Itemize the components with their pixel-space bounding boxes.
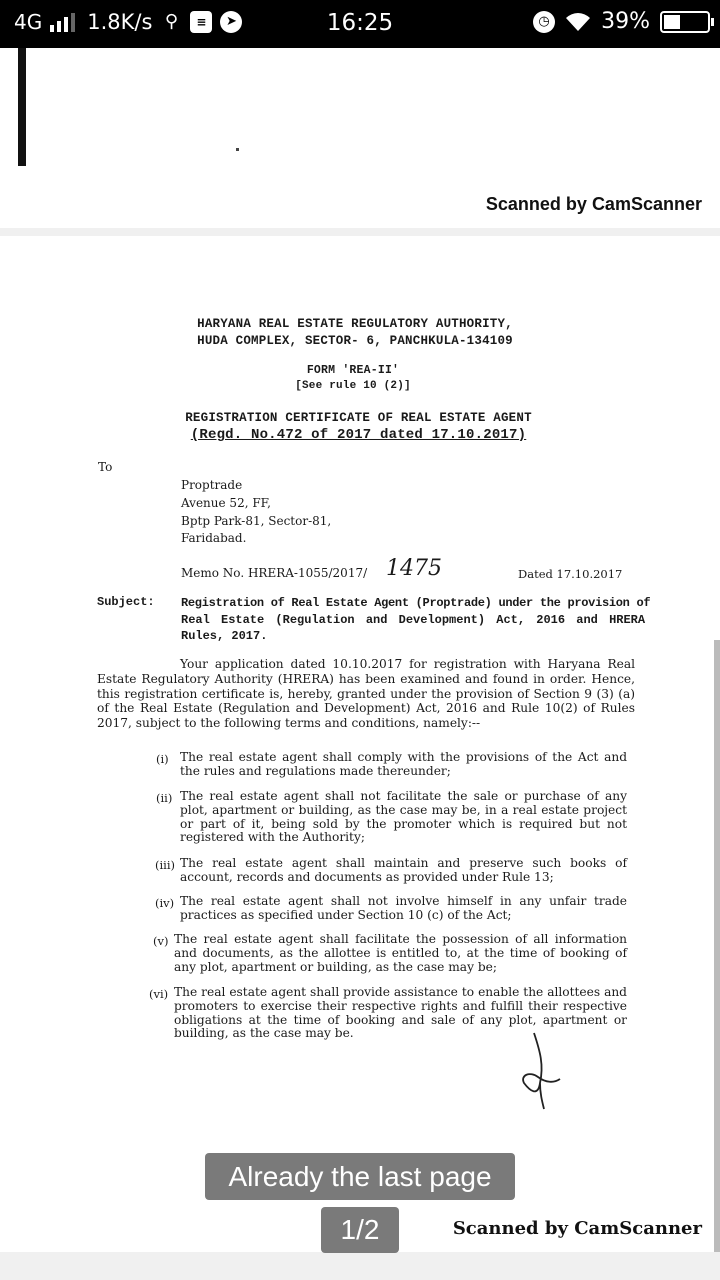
dated: Dated 17.10.2017: [518, 567, 623, 581]
scan-edge-mark: [18, 48, 26, 166]
clause-number: (i): [156, 752, 169, 766]
certificate-title: REGISTRATION CERTIFICATE OF REAL ESTATE AGENT: [185, 411, 532, 425]
authority-name: HARYANA REAL ESTATE REGULATORY AUTHORITY,: [197, 317, 513, 331]
address-line: Avenue 52, FF,: [181, 496, 271, 510]
wifi-icon: [565, 11, 591, 33]
form-name: FORM 'REA-II': [306, 364, 400, 377]
status-bar: [0, 0, 720, 48]
subject-line: Real Estate (Regulation and Development) Act, 2016 and HRERA: [181, 613, 646, 627]
clause-text: The real estate agent shall facilitate the possession of all information and documents, as the allottee is entitled to, at the time of booking of any plot, apartment or building, as the case may be;: [174, 932, 627, 974]
authority-address: HUDA COMPLEX, SECTOR- 6, PANCHKULA-134109: [197, 334, 513, 348]
subject-line: Rules, 2017.: [181, 629, 268, 643]
clause-text: The real estate agent shall maintain and preserve such books of account, records and documents as provided under Rule 13;: [180, 856, 627, 884]
camscanner-watermark: Scanned by CamScanner: [485, 194, 702, 214]
clause-text: The real estate agent shall not involve himself in any unfair trade practices as specified under Section 10 (c) of the Act;: [180, 894, 627, 922]
scan-page-2[interactable]: [0, 236, 720, 1252]
clause-number: (v): [153, 934, 169, 948]
scan-page-1[interactable]: [0, 48, 720, 228]
clock: 16:25: [326, 10, 394, 36]
last-page-toast: Already the last page: [205, 1153, 515, 1200]
registration-number: (Regd. No.472 of 2017 dated 17.10.2017): [190, 427, 527, 443]
form-rule: [See rule 10 (2)]: [295, 380, 411, 392]
clause-number: (iii): [155, 858, 176, 872]
usb-icon: ⚲: [164, 11, 179, 32]
scan-speck: [236, 148, 239, 151]
app-notification-icon: ≡: [190, 11, 212, 33]
clause-text: The real estate agent shall comply with the provisions of the Act and the rules and regulations made thereunder;: [180, 750, 627, 778]
clause-number: (iv): [155, 896, 175, 910]
signature: [510, 1031, 570, 1111]
clause-text: The real estate agent shall not facilitate the sale or purchase of any plot, apartment or building, as the case may be, in a real estate project or part of it, being sold by the promoter which is required but not registered with the Authority;: [180, 789, 627, 845]
network-speed: 1.8K/s: [87, 10, 153, 34]
clause-text: The real estate agent shall provide assistance to enable the allottees and promoters to exercise their respective rights and fulfill their respective obligations at the time of booking and sale of any plot, apartment or building, as the case may be.: [174, 985, 627, 1041]
handwritten-memo-number: 1475: [386, 556, 442, 581]
camscanner-watermark: Scanned by CamScanner: [452, 1218, 702, 1239]
page-indicator: 1/2: [321, 1207, 399, 1253]
network-type: 4G: [14, 10, 43, 34]
address-line: Faridabad.: [181, 531, 247, 545]
clause-number: (ii): [156, 791, 173, 805]
scrollbar[interactable]: [714, 640, 720, 1252]
alarm-icon: ◷: [533, 11, 555, 33]
status-right: [533, 9, 710, 34]
battery-percent: 39%: [601, 9, 650, 34]
address-line: Bptp Park-81, Sector-81,: [181, 514, 332, 528]
battery-icon: ⚡: [660, 11, 710, 33]
body-paragraph: Your application dated 10.10.2017 for registration with Haryana Real Estate Regulatory Authority (HRERA) has been examined and found in order. Hence, this registration certificate is, hereby, granted under the provision of Section 9 (3) (a) of the Real Estate (Regulation and Development) Act, 2016 and Rule 10(2) of Rules 2017, subject to the following terms and conditions, namely:--: [97, 657, 635, 731]
clause-number: (vi): [149, 987, 169, 1001]
subject-line: Registration of Real Estate Agent (Proptrade) under the provision of: [181, 596, 651, 610]
memo-number: Memo No. HRERA-1055/2017/: [181, 566, 368, 580]
address-line: Proptrade: [181, 478, 243, 492]
telegram-icon: ➤: [220, 11, 242, 33]
subject-label: Subject:: [97, 595, 155, 609]
to-label: To: [98, 460, 113, 474]
